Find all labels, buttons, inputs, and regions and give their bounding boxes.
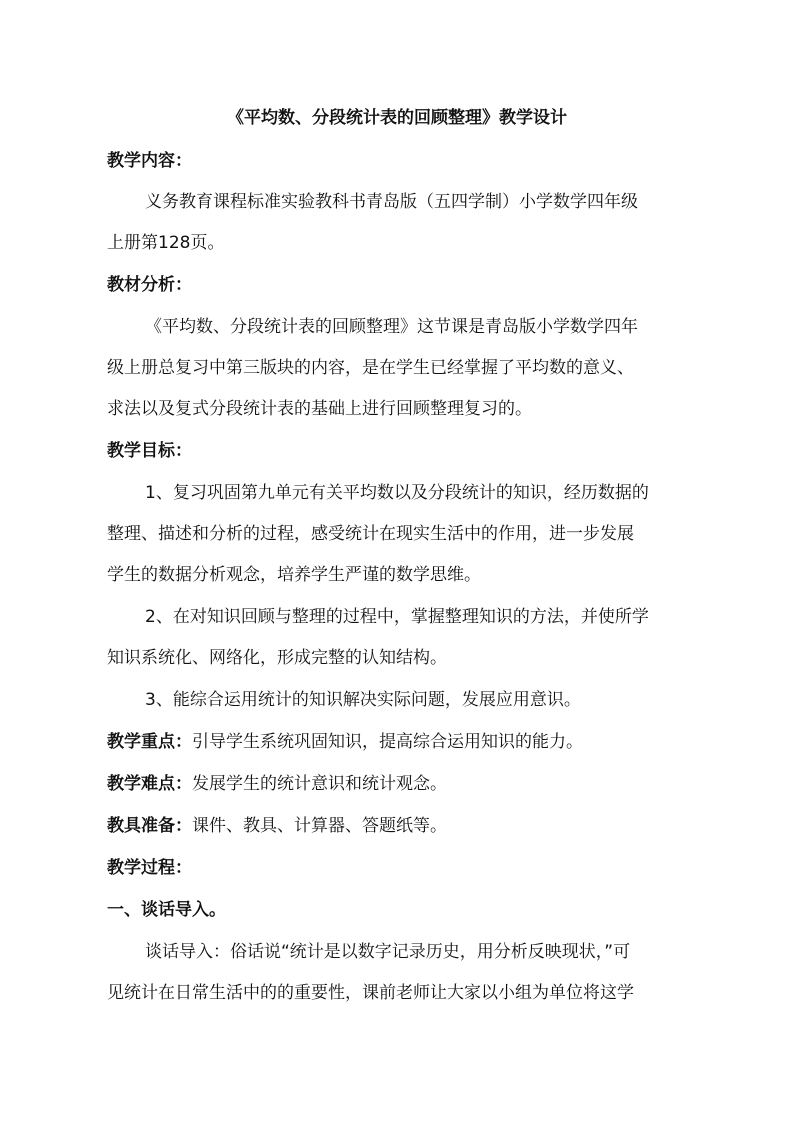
difficulty-line <box>107 773 447 795</box>
content-heading: 教学内容： <box>107 151 192 171</box>
goal-line: 1、复习巩固第九单元有关平均数以及分段统计的知识，经历数据的 <box>145 483 649 503</box>
analysis-paragraph-line: 《平均数、分段统计表的回顾整理》这节课是青岛版小学数学四年 <box>145 317 638 337</box>
process-heading: 教学过程： <box>107 858 192 878</box>
content-paragraph-line: 义务教育课程标准实验教科书青岛版（五四学制）小学数学四年级 <box>145 192 638 212</box>
goal-line: 整理、描述和分析的过程，感受统计在现实生活中的作用，进一步发展 <box>107 524 634 544</box>
goal-line: 知识系统化、网络化，形成完整的认知结构。 <box>107 648 447 668</box>
analysis-heading: 教材分析： <box>107 275 192 295</box>
step1-heading: 一、谈话导入。 <box>107 900 226 920</box>
step1-paragraph-line: 谈话导入：俗话说“统计是以数字记录历史，用分析反映现状，”可 <box>145 942 631 962</box>
analysis-paragraph-line: 求法以及复式分段统计表的基础上进行回顾整理复习的。 <box>107 399 532 419</box>
goal-line: 2、在对知识回顾与整理的过程中，掌握整理知识的方法，并使所学 <box>145 607 649 627</box>
key-point-label: 教学重点： <box>107 732 192 752</box>
document-title: 《平均数、分段统计表的回顾整理》教学设计 <box>227 108 567 128</box>
goals-heading: 教学目标： <box>107 441 192 461</box>
difficulty-text: 发展学生的统计意识和统计观念。 <box>192 774 447 794</box>
goal-line: 学生的数据分析观念，培养学生严谨的数学思维。 <box>107 565 481 585</box>
tools-text: 课件、教具、计算器、答题纸等。 <box>192 816 447 836</box>
step1-paragraph-line: 见统计在日常生活中的的重要性，课前老师让大家以小组为单位将这学 <box>107 983 634 1003</box>
tools-line <box>107 815 447 837</box>
analysis-paragraph-line: 级上册总复习中第三版块的内容，是在学生已经掌握了平均数的意义、 <box>107 358 634 378</box>
tools-label: 教具准备： <box>107 816 192 836</box>
difficulty-label: 教学难点： <box>107 774 192 794</box>
key-point-text: 引导学生系统巩固知识，提高综合运用知识的能力。 <box>192 732 583 752</box>
key-point-line <box>107 731 583 753</box>
content-paragraph-line: 上册第128页。 <box>107 233 225 253</box>
goal-line: 3、能综合运用统计的知识解决实际问题，发展应用意识。 <box>145 690 581 710</box>
